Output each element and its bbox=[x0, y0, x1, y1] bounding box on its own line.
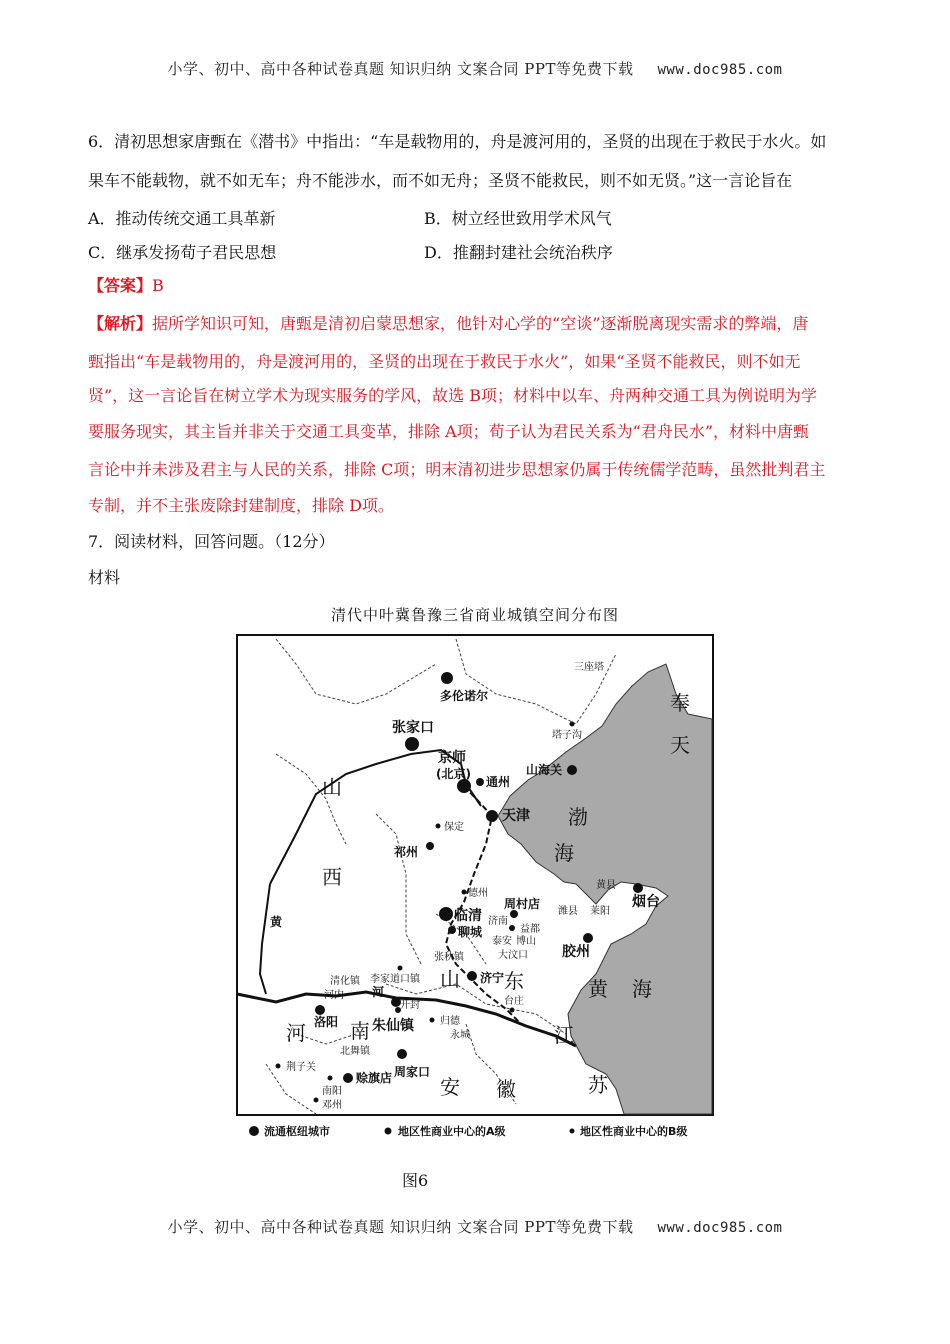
river-huang-label: 黄 bbox=[270, 915, 283, 929]
city-beiwu: 北舞镇 bbox=[340, 1046, 370, 1057]
analysis-tag: 【解析】 bbox=[88, 314, 153, 333]
footer-site[interactable]: www.doc985.com bbox=[657, 1220, 783, 1236]
q6-option-b: B．树立经世致用学术风气 bbox=[424, 209, 612, 228]
dot-sheqi bbox=[343, 1073, 353, 1083]
region-an: 安 bbox=[440, 1075, 460, 1099]
commerce-map bbox=[236, 634, 716, 1144]
legend-b: 地区性商业中心的B级 bbox=[580, 1125, 688, 1138]
q6-option-c: C．继承发扬荀子君民思想 bbox=[88, 243, 277, 262]
city-jingshi: 京师 bbox=[438, 750, 466, 766]
legend-hub: 流通枢纽城市 bbox=[264, 1125, 330, 1138]
dot-duolun bbox=[441, 672, 453, 684]
material-label: 材料 bbox=[88, 568, 121, 587]
region-tian: 天 bbox=[670, 733, 690, 757]
city-sanzuota: 三座塔 bbox=[574, 662, 604, 673]
dot-tongzhou bbox=[476, 778, 484, 786]
dot-taizhuang bbox=[510, 1008, 515, 1013]
legend-a: 地区性商业中心的A级 bbox=[398, 1125, 506, 1138]
region-su: 苏 bbox=[588, 1073, 608, 1097]
dot-jingshi bbox=[457, 779, 471, 793]
city-lijiadao: 李家道口镇 bbox=[370, 974, 420, 985]
dot-shanhaiguan bbox=[567, 765, 577, 775]
answer-value: B bbox=[152, 276, 164, 295]
analysis-line-2: 甄指出“车是载物用的，舟是渡河用的，圣贤的出现在于救民于水火”，如果“圣贤不能救民，则不如无 bbox=[88, 352, 801, 371]
city-yantai: 烟台 bbox=[632, 894, 660, 910]
q6-stem-line2: 果车不能载物，就不如无车；舟不能涉水，而不如无舟；圣贤不能救民，则不如无贤。”这一言论旨在 bbox=[88, 171, 793, 190]
city-jingziguan: 荆子关 bbox=[286, 1062, 316, 1073]
city-zhangqiu: 张秋镇 bbox=[434, 952, 464, 963]
city-dezhou: 德州 bbox=[468, 888, 488, 899]
dot-yantai bbox=[633, 883, 643, 893]
city-nanyang: 南阳 bbox=[322, 1086, 342, 1097]
dot-dengzhou bbox=[314, 1098, 319, 1103]
city-tianjin: 天津 bbox=[502, 808, 530, 824]
page-footer bbox=[0, 1216, 950, 1237]
dot-yidu bbox=[509, 925, 515, 931]
q6-answer bbox=[88, 276, 878, 296]
page-header bbox=[0, 58, 950, 79]
city-liaocheng: 聊城 bbox=[458, 925, 483, 939]
header-site[interactable]: www.doc985.com bbox=[657, 62, 783, 78]
region-huang: 黄 bbox=[588, 977, 608, 1001]
city-huangxian: 黄县 bbox=[596, 880, 616, 891]
city-tazigou: 塔子沟 bbox=[552, 730, 582, 741]
city-boshan: 博山 bbox=[516, 936, 536, 947]
city-beijing-note: (北京) bbox=[436, 767, 471, 781]
city-laiyang: 莱阳 bbox=[590, 906, 610, 917]
analysis-line-6: 专制，并不主张废除封建制度，排除 D项。 bbox=[88, 496, 394, 515]
city-qinghua: 清化镇 bbox=[330, 976, 360, 987]
city-guide: 归德 bbox=[440, 1016, 460, 1027]
city-sheqi: 赊旗店 bbox=[356, 1071, 393, 1085]
analysis-line-4: 要服务现实，其主旨并非关于交通工具变革，排除 A项；荀子认为君民关系为“君舟民水”，材料中唐甄 bbox=[88, 422, 810, 441]
dot-jingziguan bbox=[276, 1064, 281, 1069]
dot-nanyang bbox=[328, 1076, 333, 1081]
region-feng: 奉 bbox=[670, 691, 690, 715]
dot-zhangjiakou bbox=[405, 737, 419, 751]
region-shan1: 山 bbox=[322, 775, 342, 799]
city-baoding: 保定 bbox=[444, 822, 464, 833]
dot-baoding bbox=[436, 824, 441, 829]
dot-liaocheng bbox=[448, 926, 456, 934]
footer-text: 小学、初中、高中各种试卷真题 知识归纳 文案合同 PPT等免费下载 bbox=[167, 1218, 634, 1236]
city-yongcheng: 永城 bbox=[450, 1030, 470, 1041]
dot-guide bbox=[430, 1018, 435, 1023]
dot-dezhou bbox=[462, 890, 467, 895]
analysis-line-1 bbox=[88, 314, 878, 334]
river-he-label: 河 bbox=[372, 985, 385, 999]
region-dong: 东 bbox=[504, 969, 524, 993]
city-jining: 济宁 bbox=[480, 971, 505, 985]
dot-jiaozhou bbox=[583, 933, 593, 943]
city-kaifeng: 开封 bbox=[400, 1000, 420, 1011]
city-taizhuang: 台庄 bbox=[504, 996, 524, 1007]
city-duolun: 多伦诺尔 bbox=[440, 689, 489, 703]
dot-jining bbox=[467, 971, 477, 981]
analysis-line-5: 言论中并未涉及君主与人民的关系，排除 C项；明末清初进步思想家仍属于传统儒学范畴，虽然批判君主 bbox=[88, 460, 826, 479]
city-tongzhou: 通州 bbox=[486, 775, 511, 789]
city-henei: 河内 bbox=[324, 990, 344, 1001]
city-zhangjiakou: 张家口 bbox=[392, 720, 434, 736]
legend-b-dot bbox=[570, 1129, 575, 1134]
city-qizhou: 祁州 bbox=[394, 845, 419, 859]
dot-zhoujiakou bbox=[397, 1049, 407, 1059]
city-jiaozhou: 胶州 bbox=[562, 944, 590, 960]
city-yidu: 益都 bbox=[520, 924, 540, 935]
analysis-line-3: 贤”，这一言论旨在树立学术为现实服务的学风，故选 B项；材料中以车、舟两种交通工具为例说明为学 bbox=[88, 386, 818, 405]
city-zhoujiakou: 周家口 bbox=[394, 1065, 431, 1079]
analysis-text-1: 据所学知识可知，唐甄是清初启蒙思想家，他针对心学的“空谈”逐渐脱离现实需求的弊端，唐 bbox=[152, 314, 809, 333]
q7-stem: 7．阅读材料，回答问题。（12分） bbox=[88, 532, 335, 551]
dot-qizhou bbox=[426, 842, 434, 850]
city-jinan: 济南 bbox=[488, 916, 508, 927]
legend-a-dot bbox=[385, 1128, 392, 1135]
city-weixian: 潍县 bbox=[558, 906, 578, 917]
region-xi: 西 bbox=[322, 865, 342, 889]
dot-luoyang bbox=[315, 1005, 325, 1015]
region-hai2: 海 bbox=[632, 977, 652, 1001]
header-text: 小学、初中、高中各种试卷真题 知识归纳 文案合同 PPT等免费下载 bbox=[167, 60, 634, 78]
city-zhoucun: 周村店 bbox=[504, 897, 541, 911]
city-dengzhou: 邓州 bbox=[322, 1100, 342, 1111]
region-jiang: 江 bbox=[554, 1023, 574, 1047]
region-bo: 渤 bbox=[568, 805, 588, 829]
q6-option-a: A．推动传统交通工具革新 bbox=[88, 209, 276, 228]
city-taian: 泰安 bbox=[492, 936, 512, 947]
map-title: 清代中叶冀鲁豫三省商业城镇空间分布图 bbox=[330, 606, 619, 624]
city-linqing: 临清 bbox=[454, 908, 482, 924]
map-legend bbox=[249, 1124, 687, 1138]
q6-option-d: D．推翻封建社会统治秩序 bbox=[424, 243, 613, 262]
region-hai1: 海 bbox=[554, 841, 574, 865]
city-dawenkou: 大汶口 bbox=[498, 950, 528, 961]
region-hui: 徽 bbox=[496, 1077, 516, 1101]
region-he: 河 bbox=[286, 1021, 306, 1045]
city-luoyang: 洛阳 bbox=[314, 1015, 339, 1029]
city-zhuxian: 朱仙镇 bbox=[372, 1018, 414, 1034]
dot-tazigou bbox=[570, 722, 575, 727]
region-shan2: 山 bbox=[440, 967, 460, 991]
city-shanhaiguan: 山海关 bbox=[526, 763, 563, 777]
dot-tianjin bbox=[486, 810, 498, 822]
figure-caption: 图6 bbox=[402, 1171, 429, 1190]
answer-tag: 【答案】 bbox=[88, 276, 153, 295]
legend-hub-dot bbox=[249, 1126, 259, 1136]
dot-lijiadao bbox=[398, 966, 403, 971]
dot-linqing bbox=[439, 907, 453, 921]
q6-stem-line1: 6．清初思想家唐甄在《潜书》中指出：“车是载物用的，舟是渡河用的，圣贤的出现在于救民于水火。如 bbox=[88, 132, 827, 151]
dot-zhoucun bbox=[510, 910, 518, 918]
region-nan: 南 bbox=[350, 1019, 370, 1043]
